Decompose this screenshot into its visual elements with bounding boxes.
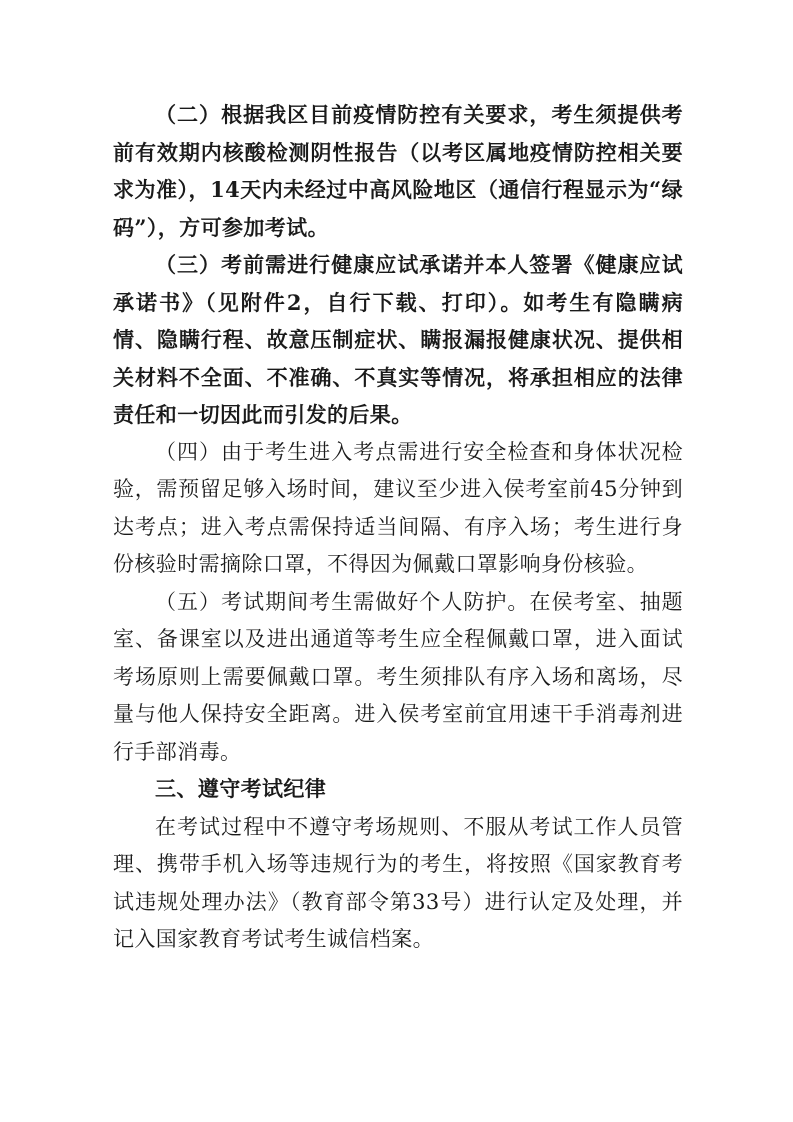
paragraph-item-3: （三）考前需进行健康应试承诺并本人签署《健康应试承诺书》（见附件2，自行下载、打印）。如考生有隐瞒病情、隐瞒行程、故意压制症状、瞒报漏报健康状况、提供相关材料不全面、不准确、不真实等情况，将承担相应的法律责任和一切因此而引发的后果。 bbox=[113, 252, 683, 427]
section-paragraph: 在考试过程中不遵守考场规则、不服从考试工作人员管理、携带手机入场等违规行为的考生，将按照《国家教育考试违规处理办法》（教育部令第33号）进行认定及处理，并记入国家教育考试考生诚信档案。 bbox=[113, 814, 683, 951]
section-heading: 三、遵守考试纪律 bbox=[155, 777, 327, 801]
paragraph-item-2: （二）根据我区目前疫情防控有关要求，考生须提供考前有效期内核酸检测阴性报告（以考区属地疫情防控相关要求为准），14天内未经过中高风险地区（通信行程显示为“绿码”），方可参加考试。 bbox=[113, 102, 683, 240]
document-body bbox=[113, 96, 683, 959]
paragraph-item-5: （五）考试期间考生需做好个人防护。在侯考室、抽题室、备课室以及进出通道等考生应全程佩戴口罩，进入面试考场原则上需要佩戴口罩。考生须排队有序入场和离场，尽量与他人保持安全距离。进入侯考室前宜用速干手消毒剂进行手部消毒。 bbox=[113, 589, 683, 764]
paragraph-item-4: （四）由于考生进入考点需进行安全检查和身体状况检验，需预留足够入场时间，建议至少进入侯考室前45分钟到达考点；进入考点需保持适当间隔、有序入场；考生进行身份核验时需摘除口罩，不得因为佩戴口罩影响身份核验。 bbox=[113, 439, 683, 576]
